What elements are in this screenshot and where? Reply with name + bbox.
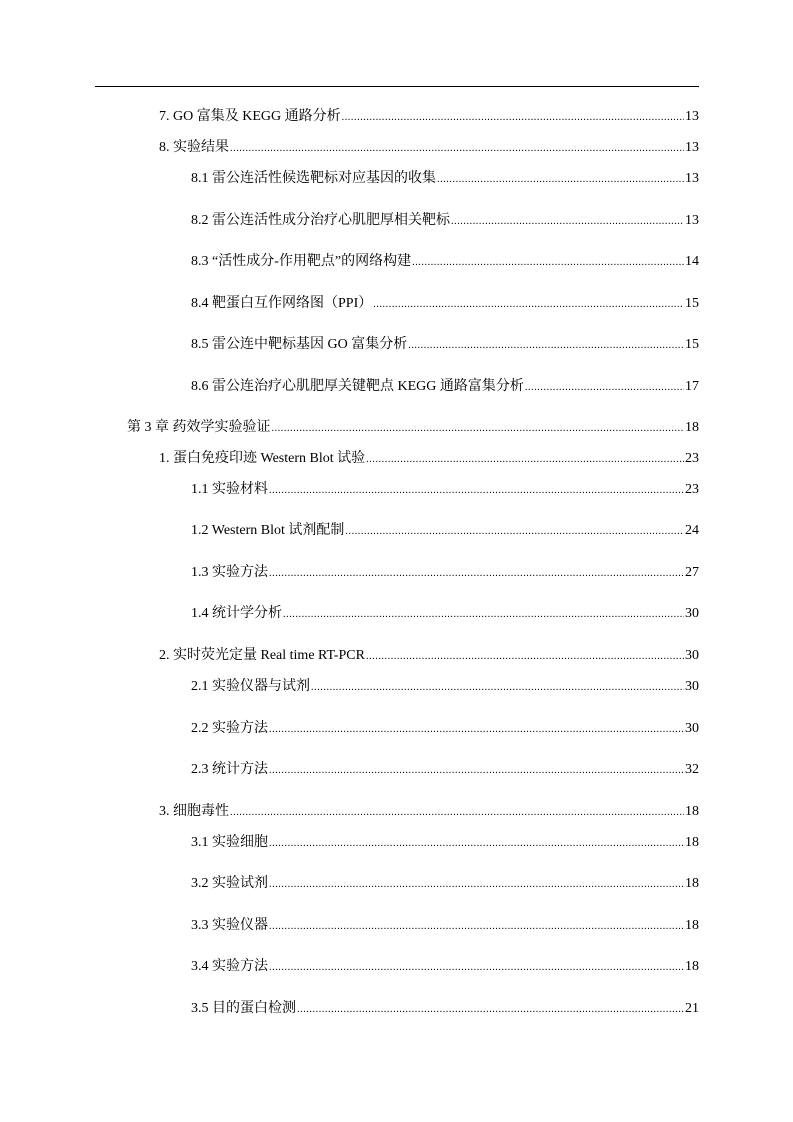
toc-page-number: 13 bbox=[685, 109, 699, 124]
toc-leader-dots bbox=[269, 835, 684, 853]
toc-entry-label: 3.1 实验细胞 bbox=[191, 835, 268, 850]
toc-page-number: 17 bbox=[685, 379, 699, 394]
toc-page-number: 23 bbox=[685, 482, 699, 497]
toc-page-number: 13 bbox=[685, 213, 699, 228]
toc-entry-label: 3. 细胞毒性 bbox=[159, 804, 229, 819]
toc-entry[interactable] bbox=[191, 295, 699, 314]
toc-entry[interactable] bbox=[191, 761, 699, 780]
toc-leader-dots bbox=[366, 648, 684, 666]
toc-leader-dots bbox=[366, 451, 684, 469]
toc-page-number: 18 bbox=[685, 876, 699, 891]
toc-entry[interactable] bbox=[191, 678, 699, 697]
toc-leader-dots bbox=[269, 721, 684, 739]
toc-leader-dots bbox=[412, 254, 684, 272]
toc-entry-label: 1. 蛋白免疫印迹 Western Blot 试验 bbox=[159, 451, 366, 466]
toc-page-number: 13 bbox=[685, 140, 699, 155]
toc-leader-dots bbox=[272, 420, 685, 438]
toc-page-number: 21 bbox=[685, 1001, 699, 1016]
toc-entry-label: 8.3 “活性成分-作用靶点”的网络构建 bbox=[191, 254, 412, 269]
toc-entry[interactable] bbox=[191, 170, 699, 189]
toc-entry[interactable] bbox=[191, 720, 699, 739]
toc-page-number: 30 bbox=[685, 606, 699, 621]
toc-entry[interactable] bbox=[159, 108, 699, 127]
toc-page-number: 30 bbox=[685, 648, 699, 663]
toc-page-number: 15 bbox=[685, 337, 699, 352]
toc-entry-label: 7. GO 富集及 KEGG 通路分析 bbox=[159, 109, 341, 124]
toc-page-number: 23 bbox=[685, 451, 699, 466]
toc-page-number: 24 bbox=[685, 523, 699, 538]
toc-leader-dots bbox=[283, 606, 684, 624]
toc-leader-dots bbox=[525, 379, 684, 397]
toc-entry-label: 3.3 实验仪器 bbox=[191, 918, 268, 933]
toc-page-number: 30 bbox=[685, 679, 699, 694]
toc-entry-label: 2.3 统计方法 bbox=[191, 762, 268, 777]
toc-entry[interactable] bbox=[191, 253, 699, 272]
toc-leader-dots bbox=[345, 523, 684, 541]
toc-leader-dots bbox=[269, 876, 684, 894]
toc-entry-label: 8.5 雷公连中靶标基因 GO 富集分析 bbox=[191, 337, 408, 352]
toc-page-number: 18 bbox=[685, 420, 699, 435]
toc-entry-label: 2.2 实验方法 bbox=[191, 721, 268, 736]
toc-leader-dots bbox=[311, 679, 684, 697]
toc-entry[interactable] bbox=[159, 450, 699, 469]
toc-page-number: 18 bbox=[685, 918, 699, 933]
toc-leader-dots bbox=[373, 296, 684, 314]
toc-entry-label: 8.1 雷公连活性候选靶标对应基因的收集 bbox=[191, 171, 436, 186]
toc-entry-label: 1.1 实验材料 bbox=[191, 482, 268, 497]
toc-entry-label: 3.5 目的蛋白检测 bbox=[191, 1001, 296, 1016]
toc-entry[interactable] bbox=[191, 1000, 699, 1019]
toc-entry-label: 3.4 实验方法 bbox=[191, 959, 268, 974]
toc-entry[interactable] bbox=[159, 803, 699, 822]
toc-entry[interactable] bbox=[159, 647, 699, 666]
toc-page-number: 27 bbox=[685, 565, 699, 580]
toc-entry[interactable] bbox=[191, 564, 699, 583]
toc-entry[interactable] bbox=[191, 917, 699, 936]
toc-leader-dots bbox=[230, 804, 684, 822]
toc-entry[interactable] bbox=[191, 336, 699, 355]
toc-page-number: 14 bbox=[685, 254, 699, 269]
toc-leader-dots bbox=[451, 213, 684, 231]
header-rule bbox=[95, 86, 699, 87]
toc-entry-label: 8.6 雷公连治疗心肌肥厚关键靶点 KEGG 通路富集分析 bbox=[191, 379, 524, 394]
toc-leader-dots bbox=[230, 140, 684, 158]
toc-entry-label: 1.2 Western Blot 试剂配制 bbox=[191, 523, 345, 538]
toc-entry[interactable] bbox=[127, 419, 699, 438]
toc-entry[interactable] bbox=[159, 139, 699, 158]
toc-entry-label: 1.4 统计学分析 bbox=[191, 606, 282, 621]
toc-leader-dots bbox=[408, 337, 684, 355]
toc-entry-label: 8. 实验结果 bbox=[159, 140, 229, 155]
toc-entry-label: 第 3 章 药效学实验验证 bbox=[127, 420, 271, 435]
toc-page-number: 13 bbox=[685, 171, 699, 186]
toc-leader-dots bbox=[269, 565, 684, 583]
toc-entry[interactable] bbox=[191, 958, 699, 977]
toc-leader-dots bbox=[342, 109, 684, 127]
toc-entry-label: 3.2 实验试剂 bbox=[191, 876, 268, 891]
toc-page-number: 18 bbox=[685, 835, 699, 850]
toc-entry-label: 8.4 靶蛋白互作网络图（PPI） bbox=[191, 296, 373, 311]
toc-leader-dots bbox=[269, 918, 684, 936]
toc-leader-dots bbox=[269, 762, 684, 780]
toc-page-number: 30 bbox=[685, 721, 699, 736]
toc-page-number: 18 bbox=[685, 804, 699, 819]
toc-entry-label: 2.1 实验仪器与试剂 bbox=[191, 679, 310, 694]
toc-entry[interactable] bbox=[191, 605, 699, 624]
toc-entry-label: 2. 实时荧光定量 Real time RT-PCR bbox=[159, 648, 365, 663]
toc-leader-dots bbox=[269, 482, 684, 500]
toc-leader-dots bbox=[269, 959, 684, 977]
toc-page-number: 32 bbox=[685, 762, 699, 777]
toc-entry[interactable] bbox=[191, 481, 699, 500]
toc-entry-label: 8.2 雷公连活性成分治疗心肌肥厚相关靶标 bbox=[191, 213, 450, 228]
toc-entry[interactable] bbox=[191, 834, 699, 853]
toc-entry[interactable] bbox=[191, 378, 699, 397]
toc-entry-label: 1.3 实验方法 bbox=[191, 565, 268, 580]
toc-page-number: 18 bbox=[685, 959, 699, 974]
toc-page-number: 15 bbox=[685, 296, 699, 311]
toc-leader-dots bbox=[297, 1001, 684, 1019]
toc-entry[interactable] bbox=[191, 212, 699, 231]
toc-entry[interactable] bbox=[191, 875, 699, 894]
toc-entry[interactable] bbox=[191, 522, 699, 541]
toc-leader-dots bbox=[437, 171, 684, 189]
